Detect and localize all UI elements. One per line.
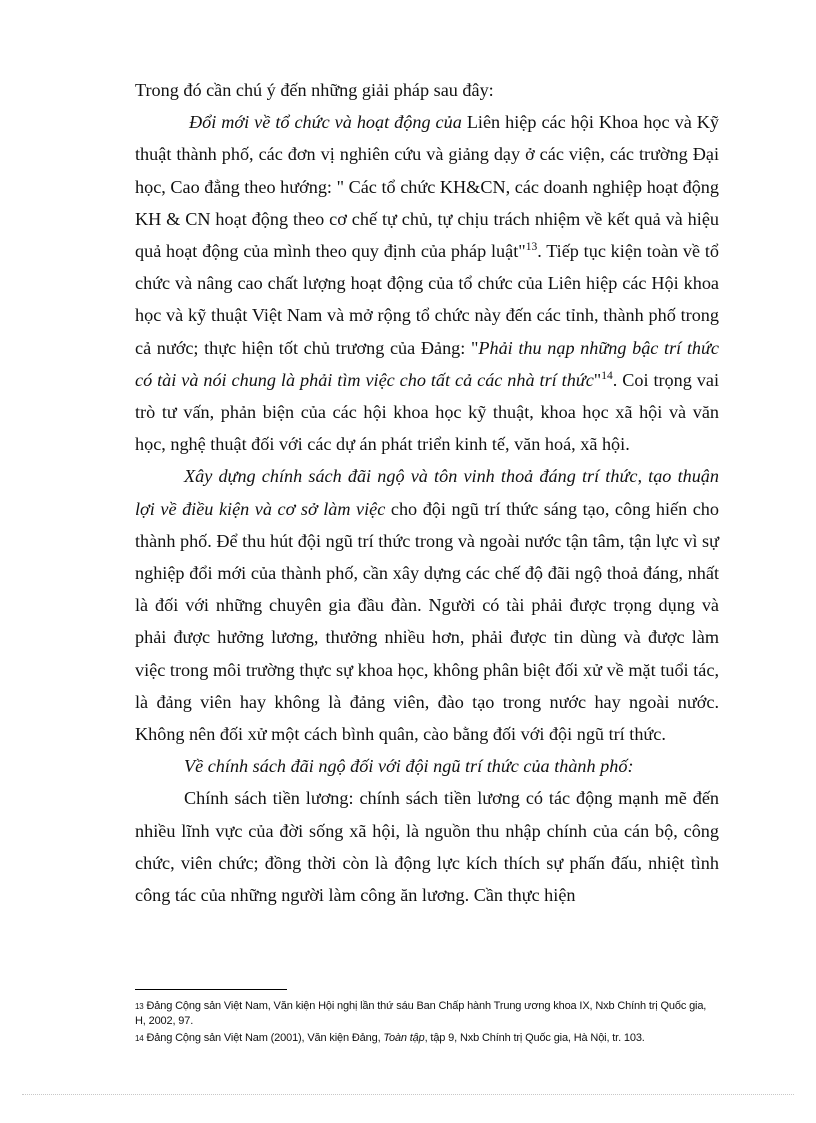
salary-text: Chính sách tiền lương: chính sách tiền lương có tác động mạnh mẽ đến nhiều lĩnh vực của đời sống xã hội, là nguồn thu nhập chính của cán bộ, công chức, viên chức; đồng thời còn là động lực kích thích sự phấn đấu, nhiệt tình công tác của những người làm công ăn lương. Cần thực hiện [135, 788, 719, 906]
paragraph-policy [135, 460, 719, 750]
organization-text-c: . Coi trọng vai trò tư vấn, phản biện của các hội khoa học kỹ thuật, khoa học xã hội và văn học, nghệ thuật đối với các dự án phát triển kinh tế, văn hoá, xã hội. [135, 369, 719, 455]
paragraph-intro [135, 74, 719, 106]
footnote-13-number: 13 [135, 1002, 144, 1011]
footnote-14-italic: Toàn tập [383, 1032, 425, 1044]
footnote-14-text-a: Đảng Cộng sản Việt Nam (2001), Văn kiện Đảng, [143, 1032, 384, 1044]
treatment-heading: Về chính sách đãi ngộ đối với đội ngũ trí thức của thành phố: [184, 756, 634, 777]
intro-text: Trong đó cần chú ý đến những giải pháp sau đây: [135, 80, 494, 100]
footnote-14 [135, 1031, 719, 1046]
footnote-14-text-b: , tập 9, Nxb Chính trị Quốc gia, Hà Nội, tr. 103. [424, 1032, 645, 1044]
organization-text-b: . Tiếp tục kiện toàn về tổ chức và nâng cao chất lượng hoạt động của tổ chức của Liên hiệp các Hội khoa học và kỹ thuật Việt Nam và mở rộng tổ chức này đến các tỉnh, thành phố trong cả nước; thực hiện tốt chủ trương của Đảng: " [135, 241, 719, 358]
footnotes [135, 999, 719, 1049]
footnote-ref-14[interactable]: 14 [601, 369, 613, 382]
footnote-ref-13[interactable]: 13 [525, 240, 538, 253]
party-quote: Phải thu nạp những bậc trí thức có tài và nói chung là phải tìm việc cho tất cả các nhà trí thức [135, 337, 719, 390]
paragraph-organization [135, 106, 719, 460]
paragraph-treatment-heading [135, 750, 719, 782]
footnote-13-text: Đảng Cộng sản Việt Nam, Văn kiện Hội nghị lần thứ sáu Ban Chấp hành Trung ương khoa IX, Nxb Chính trị Quốc gia, H, 2002, 97. [135, 1000, 707, 1027]
footnote-14-number: 14 [135, 1034, 144, 1043]
page-break-line [22, 1094, 794, 1095]
organization-text-a: Liên hiệp các hội Khoa học và Kỹ thuật thành phố, các đơn vị nghiên cứu và giảng dạy ở các viện, các trường Đại học, Cao đẳng theo hướng: " Các tổ chức KH&CN, các doanh nghiệp hoạt động KH & CN hoạt động theo cơ chế tự chủ, tự chịu trách nhiệm về kết quả và hiệu quả hoạt động của mình theo quy định của pháp luật" [135, 112, 720, 262]
footnote-separator [135, 989, 287, 990]
quote-close: " [593, 369, 602, 390]
paragraph-salary [135, 782, 719, 911]
document-body [135, 74, 719, 911]
policy-text: cho đội ngũ trí thức sáng tạo, công hiến cho thành phố. Để thu hút đội ngũ trí thức trong và ngoài nước tận tâm, tận lực vì sự nghiệp đổi mới của thành phố, cần xây dựng các chế độ đãi ngộ thoả đáng, nhất là đối với những chuyên gia đầu đàn. Người có tài phải được trọng dụng và phải được hưởng lương, thưởng nhiều hơn, phải được tin dùng và được làm việc trong môi trường thực sự khoa học, không phân biệt đối xử về mặt tuổi tác, là đảng viên hay không là đảng viên, đào tạo trong nước hay ngoài nước. Không nên đối xử một cách bình quân, cào bằng đối với đội ngũ trí thức. [135, 498, 719, 745]
policy-heading: Xây dựng chính sách đãi ngộ và tôn vinh thoả đáng trí thức, tạo thuận lợi về điều kiện và cơ sở làm việc [135, 466, 719, 519]
footnote-13 [135, 999, 719, 1028]
organization-heading: Đổi mới về tổ chức và hoạt động của [189, 112, 462, 133]
